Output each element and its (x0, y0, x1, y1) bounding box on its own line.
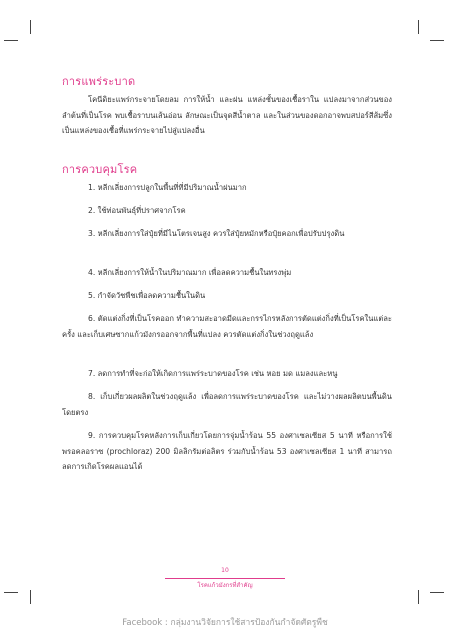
control-item-text: 3. หลีกเลี่ยงการใส่ปุ๋ยที่มีไนโตรเจนสูง ควรใส่ปุ๋ยหมักหรือปุ๋ยคอกเพื่อปรับปรุงดิน (88, 229, 345, 238)
spread-paragraph-text: โคนีดิยะแพร่กระจายโดยลม การให้น้ำ และฝน แหล่งชั้นของเชื้อราใน แปลงมาจากส่วนของลำต้นที่เป็นโรค พบเชื้อราบนเส้นอ่อน ลักษณะเป็นจุดสีน้ำตาล และในส่วนของดอกอาจพบสปอร์สีส้มซึ่งเป็นแหล่งของเชื้อที่แพร่กระจายไปสู่แปลงอื่น (62, 95, 392, 135)
crop-mark (418, 590, 419, 604)
crop-mark (30, 590, 31, 604)
control-item (62, 203, 392, 219)
control-item (62, 226, 392, 242)
control-item-text: 5. กำจัดวัชพืชเพื่อลดความชื้นในดิน (88, 291, 206, 300)
control-item (62, 366, 392, 382)
control-item (62, 311, 392, 342)
crop-mark (430, 592, 444, 593)
section-heading-control: การควบคุมโรค (62, 163, 138, 176)
spread-paragraph (62, 92, 392, 139)
crop-mark (430, 40, 444, 41)
control-item (62, 180, 392, 196)
control-item-text: 7. ลดการทำที่จะก่อให้เกิดการแพร่ระบาดของโรค เช่น หอย มด แมลงและหนู (88, 369, 338, 378)
control-item-text: 2. ใช้ท่อนพันธุ์ที่ปราศจากโรค (88, 206, 186, 215)
footer-divider (165, 578, 285, 579)
control-item (62, 428, 392, 475)
crop-mark (4, 592, 18, 593)
control-item (62, 389, 392, 420)
control-item (62, 288, 392, 304)
control-item-text: 9. การควบคุมโรคหลังการเก็บเกี่ยวโดยการจุ่มน้ำร้อน 55 องศาเซลเซียส 5 นาที หรือการใช้พรอคลอราซ (prochloraz) 200 มิลลิกรัมต่อลิตร ร่วมกับน้ำร้อน 53 องศาเซลเซียส 1 นาที สามารถลดการเกิดโรคผลแอนได้ (62, 431, 392, 471)
crop-mark (418, 20, 419, 34)
crop-mark (4, 40, 18, 41)
control-item-text: 4. หลีกเลี่ยงการให้น้ำในปริมาณมาก เพื่อลดความชื้นในทรงพุ่ม (88, 268, 292, 277)
control-item-text: 8. เก็บเกี่ยวผลผลิตในช่วงฤดูแล้ง เพื่อลดการแพร่ระบาดของโรค และไม่วางผลผลิตบนพื้นดินโดยตรง (62, 392, 392, 417)
control-item-text: 1. หลีกเลี่ยงการปลูกในพื้นที่ที่มีปริมาณน้ำฝนมาก (88, 183, 247, 192)
page-number: 10 (221, 567, 229, 574)
control-item (62, 265, 392, 281)
control-item-text: 6. ตัดแต่งกิ่งที่เป็นโรคออก ทำความสะอาดมีดและกรรไกรหลังการตัดแต่งกิ่งที่เป็นโรคในแต่ละครั้ง และเก็บเศษซากแก้วมังกรออกจากพื้นที่แปลง ควรตัดแต่งกิ่งในช่วงฤดูแล้ง (62, 314, 392, 339)
section-heading-spread: การแพร่ระบาด (62, 75, 136, 88)
facebook-caption: Facebook : กลุ่มงานวิจัยการใช้สารป้องกันกำจัดศัตรูพืช (0, 610, 450, 637)
crop-mark (30, 20, 31, 34)
footer-title: โรคแก้วมังกรที่สำคัญ (197, 582, 253, 589)
